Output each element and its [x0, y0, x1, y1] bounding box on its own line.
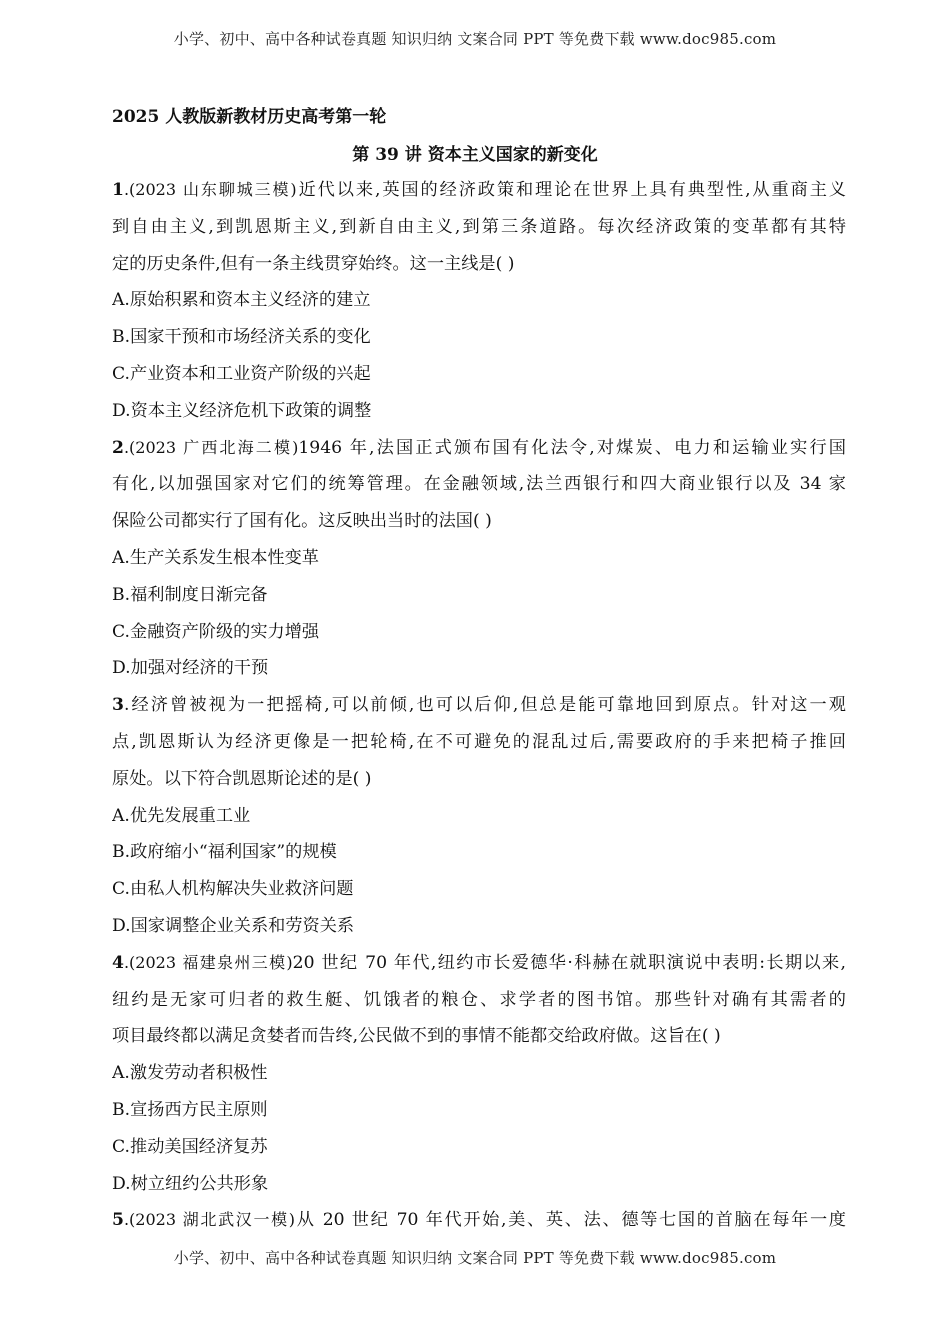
question-stem: 1946 年,法国正式颁布国有化法令,对煤炭、电力和运输业实行国: [298, 437, 846, 458]
question-stem: 项目最终都以满足贪婪者而告终,公民做不到的事情不能都交给政府做。这旨在( ): [112, 1026, 721, 1047]
question-stem: 纽约是无家可归者的救生艇、饥饿者的粮仓、求学者的图书馆。那些针对确有其需者的: [112, 989, 846, 1010]
question-stem: 原处。以下符合凯恩斯论述的是( ): [112, 768, 372, 789]
question-5-line-1: [112, 1202, 846, 1239]
question-number: 4: [112, 952, 124, 973]
option-a: A.激发劳动者积极性: [112, 1063, 268, 1084]
question-1-line-1: [112, 172, 846, 209]
question-stem: 20 世纪 70 年代,纽约市长爱德华·科赫在就职演说中表明:长期以来,: [292, 952, 846, 973]
question-4-line-1: [112, 945, 846, 982]
option-d: D.资本主义经济危机下政策的调整: [112, 400, 372, 421]
option-a: A.优先发展重工业: [112, 805, 251, 826]
question-number: 2: [112, 437, 124, 458]
option-b: B.福利制度日渐完备: [112, 584, 268, 605]
question-source: .: [123, 695, 130, 716]
option-c: C.产业资本和工业资产阶级的兴起: [112, 363, 371, 384]
option-a: A.生产关系发生根本性变革: [112, 547, 319, 568]
option-c: C.推动美国经济复苏: [112, 1136, 268, 1157]
question-stem: 近代以来,英国的经济政策和理论在世界上具有典型性,从重商主义: [296, 180, 846, 200]
option-b: B.宣扬西方民主原则: [112, 1099, 268, 1120]
question-number: 1: [112, 180, 124, 200]
question-stem: 到自由主义,到凯恩斯主义,到新自由主义,到第三条道路。每次经济政策的变革都有其特: [112, 216, 846, 237]
section-title: 第 39 讲 资本主义国家的新变化: [352, 145, 598, 165]
question-source: .(2023 广西北海二模): [123, 437, 299, 457]
option-a: A.原始积累和资本主义经济的建立: [112, 290, 371, 311]
question-source: .(2023 山东聊城三模): [123, 180, 297, 199]
document-title: 2025 人教版新教材历史高考第一轮: [112, 107, 387, 127]
option-d: D.加强对经济的干预: [112, 658, 269, 679]
question-stem: 经济曾被视为一把摇椅,可以前倾,也可以后仰,但总是能可靠地回到原点。针对这一观: [129, 695, 846, 716]
question-stem: 有化,以加强国家对它们的统筹管理。在金融领域,法兰西银行和四大商业银行以及 34 家: [112, 474, 846, 495]
question-source: .(2023 湖北武汉一模): [123, 1210, 296, 1230]
option-c: C.由私人机构解决失业救济问题: [112, 879, 354, 900]
question-stem: 点,凯恩斯认为经济更像是一把轮椅,在不可避免的混乱过后,需要政府的手来把椅子推回: [112, 731, 846, 752]
option-b: B.政府缩小“福利国家”的规模: [112, 842, 337, 863]
option-c: C.金融资产阶级的实力增强: [112, 621, 320, 642]
question-number: 3: [112, 695, 124, 716]
question-stem: 保险公司都实行了国有化。这反映出当时的法国( ): [112, 511, 492, 532]
page-header: 小学、初中、高中各种试卷真题 知识归纳 文案合同 PPT 等免费下载 www.doc985.com: [173, 30, 777, 48]
question-2-line-1: [112, 430, 846, 467]
question-number: 5: [112, 1210, 124, 1231]
page-footer: 小学、初中、高中各种试卷真题 知识归纳 文案合同 PPT 等免费下载 www.doc985.com: [173, 1249, 777, 1267]
question-stem: 从 20 世纪 70 年代开始,美、英、法、德等七国的首脑在每年一度: [295, 1210, 846, 1231]
option-d: D.树立纽约公共形象: [112, 1173, 269, 1194]
question-source: .(2023 福建泉州三模): [123, 952, 293, 972]
question-3-line-1: [112, 687, 846, 724]
question-list: [112, 172, 846, 1239]
option-d: D.国家调整企业关系和劳资关系: [112, 915, 355, 936]
option-b: B.国家干预和市场经济关系的变化: [112, 327, 371, 348]
question-stem: 定的历史条件,但有一条主线贯穿始终。这一主线是( ): [112, 253, 515, 274]
